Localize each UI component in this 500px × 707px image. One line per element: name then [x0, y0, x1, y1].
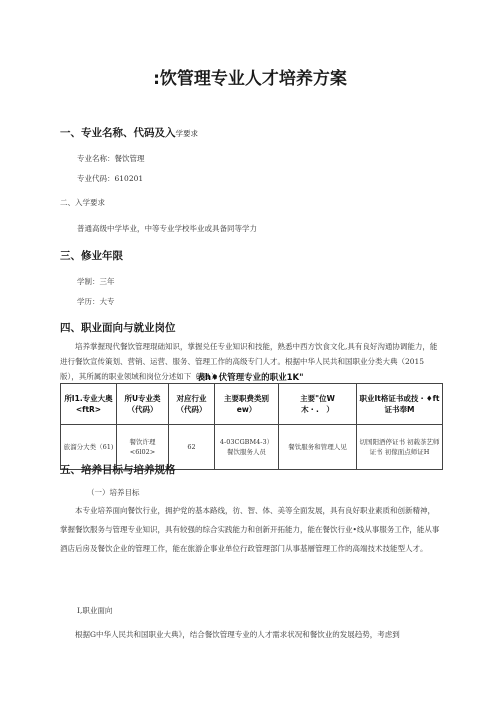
study-duration: 学制：三年: [77, 277, 115, 286]
table-caption: 表h♦伏管理专业的职业1K": [196, 373, 304, 383]
table-cell: 餐钛服务和管理人见: [279, 425, 357, 470]
table-header: 职业It格证书或技・♦ft证书奉M: [357, 384, 443, 425]
table-header: 主要职费类别ew）: [215, 384, 279, 425]
table-header: 对应行业（代码）: [169, 384, 215, 425]
section-5-paragraph-career: 根据G中华人民共和国职业大典》，结合餐饮管理专业的人才需求状况和餐饮业的发展趋势，考虑到: [75, 630, 400, 639]
section-5-subheading-career: I,职业面向: [77, 606, 113, 615]
section-3-heading: 三、修业年限: [60, 250, 123, 262]
table-cell: 4-03CGBM4-3）餐饮服务人员: [215, 425, 279, 470]
section-5-paragraph-goals: 本专业培养面向餐饮行业，拥护党的基本路线，彷、智、体、美等全面发展，具有良好职业素质和创新精神，掌握餐饮服务与管理专业知识，具有较强的综合实践能力和创新开拓能力，能在餐饮行业•线从事服务工作，能从事酒店后房及餐饮企业的管理工作，能在旅游企事业单位行政管理部门从事基層管理工作的高端技术技能型人才。: [60, 506, 440, 553]
table-header: 所U专业类（代码）: [117, 384, 169, 425]
document-title: :饮管理专业人才培养方案: [153, 69, 347, 89]
section-4-heading: 四、职业面向与就业岗位: [60, 322, 176, 334]
table-header-row: [61, 384, 443, 425]
section-1-heading-tail: 学要求: [175, 129, 198, 138]
table-cell: 餐饮许理<6l02>: [117, 425, 169, 470]
section-5-subheading-goals: （一）培养目标: [87, 488, 140, 497]
table-header: 主要"位W 木・. ）: [279, 384, 357, 425]
table-header: 所I1.专业大奥<ftR>: [61, 384, 117, 425]
section-2-heading: 二、入学要求: [60, 198, 105, 207]
admission-requirement: 普通高级中学毕业，中等专业学校毕业或具备同等学力: [77, 224, 257, 233]
section-1-heading-main: 一、专业名称、代码及入: [60, 127, 176, 139]
major-name: 专业名称：餐饮管理: [77, 154, 145, 163]
section-1-heading: [60, 125, 198, 140]
section-5-heading: 五、培养目标与培养规格: [60, 464, 176, 476]
education-level: 学历：大专: [77, 297, 115, 306]
occupation-table: [60, 383, 443, 470]
table-cell: 切国阳酒停证书 初载茶艺师证书 初傢面点师证H: [357, 425, 443, 470]
table-cell: 旅溜分大类（61): [61, 425, 117, 470]
major-code: 专业代码：610201: [77, 174, 144, 183]
table-cell: 62: [169, 425, 215, 470]
section-4-paragraph: 培养掌握现代餐饮管理琨础知识，掌握兑任专业知识和技能，熟悉中西方饮食文化,具有良好沟通协调能力，能进行餐饮宣传策划、营销、运营、服务、管理工作的高级专门人才。根据中华人民共和国职业分类大典（2015版），其所属的职业领域和岗位分述如下（表1）：: [60, 342, 438, 381]
